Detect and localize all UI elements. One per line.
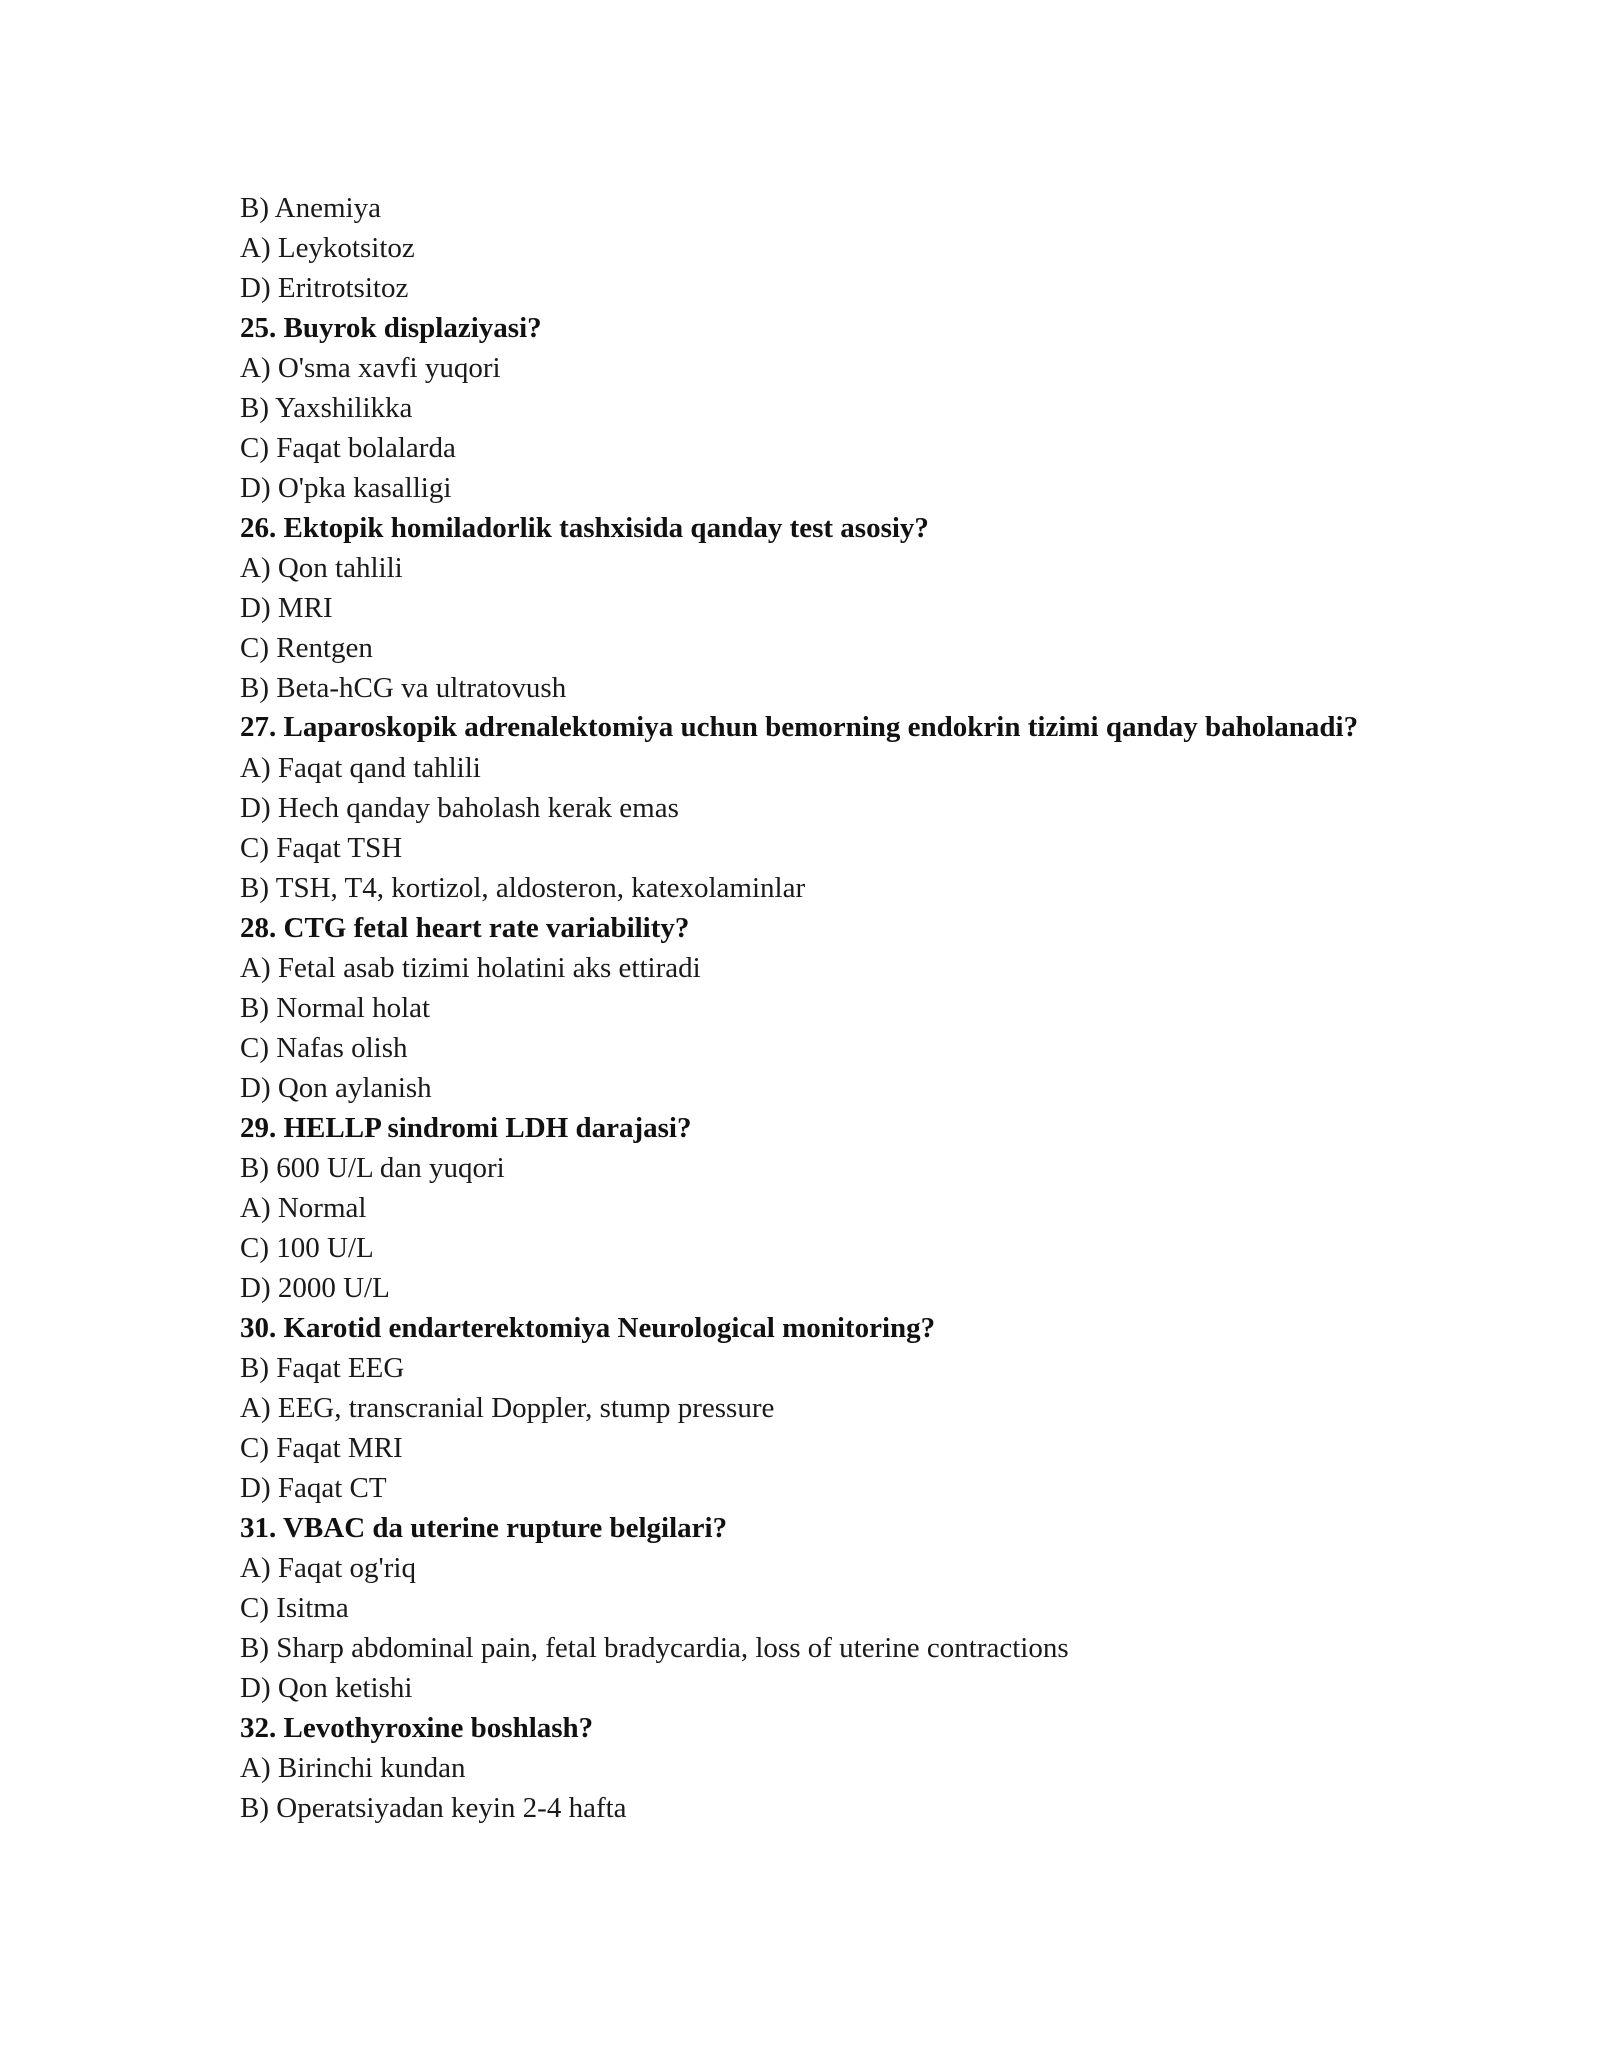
question-heading: 27. Laparoskopik adrenalektomiya uchun bemorning endokrin tizimi qanday baholanadi? xyxy=(240,711,1359,743)
answer-option: D) Faqat CT xyxy=(240,1472,387,1504)
answer-option: D) Qon aylanish xyxy=(240,1072,432,1104)
answer-option: B) Faqat EEG xyxy=(240,1352,405,1384)
answer-option: B) Operatsiyadan keyin 2-4 hafta xyxy=(240,1792,627,1824)
question-heading: 31. VBAC da uterine rupture belgilari? xyxy=(240,1512,728,1544)
answer-option: D) Eritrotsitoz xyxy=(240,272,409,304)
answer-option: C) 100 U/L xyxy=(240,1232,374,1264)
question-heading: 32. Levothyroxine boshlash? xyxy=(240,1712,594,1744)
question-heading: 30. Karotid endarterektomiya Neurological monitoring? xyxy=(240,1312,936,1344)
answer-option: B) Normal holat xyxy=(240,992,431,1024)
answer-option: A) Faqat og'riq xyxy=(240,1552,416,1584)
answer-option: A) Qon tahlili xyxy=(240,552,403,584)
answer-option: B) Sharp abdominal pain, fetal bradycardia, loss of uterine contractions xyxy=(240,1632,1069,1664)
answer-option: C) Faqat TSH xyxy=(240,832,403,864)
answer-option: D) 2000 U/L xyxy=(240,1272,390,1304)
answer-option: A) EEG, transcranial Doppler, stump pressure xyxy=(240,1392,775,1424)
answer-option: A) Birinchi kundan xyxy=(240,1752,466,1784)
answer-option: A) Faqat qand tahlili xyxy=(240,752,481,784)
question-list xyxy=(240,188,1370,1828)
answer-option: D) Qon ketishi xyxy=(240,1672,413,1704)
question-heading: 26. Ektopik homiladorlik tashxisida qanday test asosiy? xyxy=(240,512,929,544)
answer-option: B) TSH, T4, kortizol, aldosteron, katexolaminlar xyxy=(240,872,806,904)
answer-option: B) 600 U/L dan yuqori xyxy=(240,1152,505,1184)
answer-option: C) Rentgen xyxy=(240,632,373,664)
question-heading: 29. HELLP sindromi LDH darajasi? xyxy=(240,1112,692,1144)
answer-option: A) Leykotsitoz xyxy=(240,232,415,264)
answer-option: C) Faqat bolalarda xyxy=(240,432,456,464)
answer-option: B) Beta-hCG va ultratovush xyxy=(240,672,567,704)
answer-option: B) Yaxshilikka xyxy=(240,392,413,424)
answer-option: D) Hech qanday baholash kerak emas xyxy=(240,792,679,824)
answer-option: A) O'sma xavfi yuqori xyxy=(240,352,501,384)
answer-option: C) Faqat MRI xyxy=(240,1432,403,1464)
question-heading: 25. Buyrok displaziyasi? xyxy=(240,312,542,344)
answer-option: A) Normal xyxy=(240,1192,367,1224)
answer-option: D) O'pka kasalligi xyxy=(240,472,452,504)
answer-option: A) Fetal asab tizimi holatini aks ettiradi xyxy=(240,952,701,984)
answer-option: C) Isitma xyxy=(240,1592,349,1624)
question-heading: 28. CTG fetal heart rate variability? xyxy=(240,912,690,944)
answer-option: B) Anemiya xyxy=(240,192,381,224)
answer-option: D) MRI xyxy=(240,592,333,624)
answer-option: C) Nafas olish xyxy=(240,1032,408,1064)
